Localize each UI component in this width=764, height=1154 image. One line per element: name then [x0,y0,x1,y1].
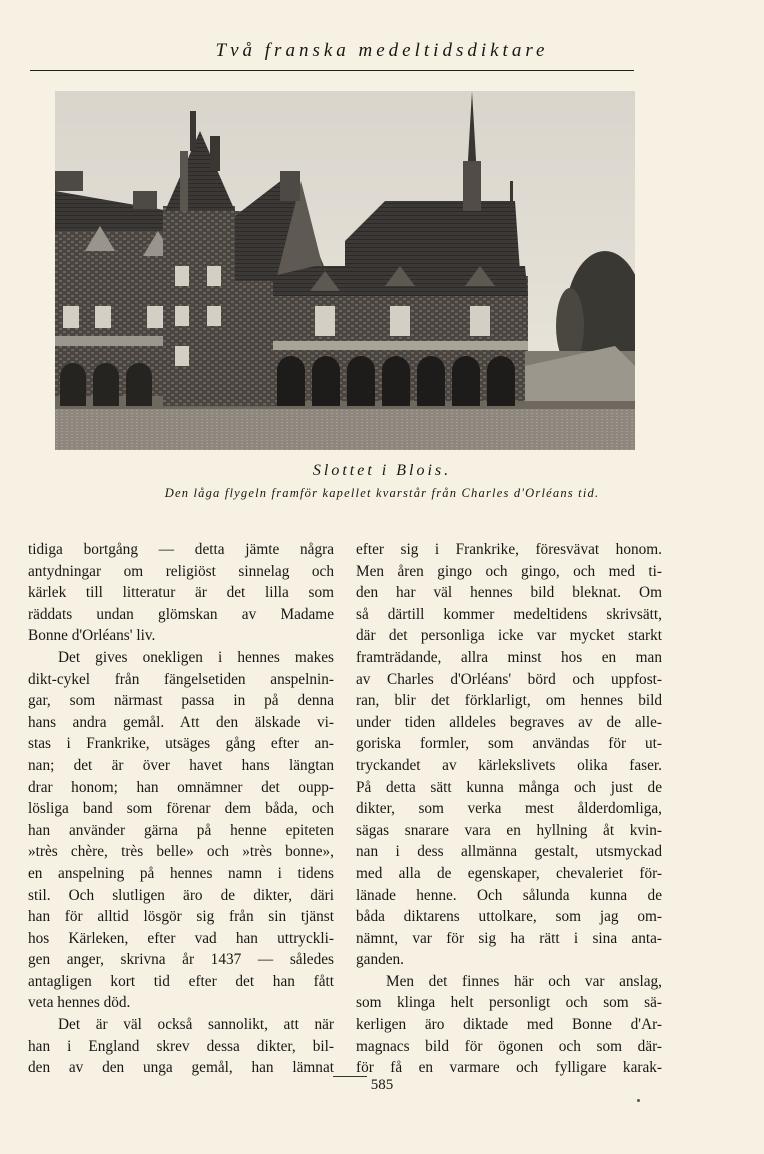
text-line: antydningar om religiöst sinnelag och [28,562,334,580]
text-line: hos Kärleken, efter vad han uttryckli- [28,929,334,947]
text-line: tryckandet av kärlekslivets olika faser. [356,756,662,774]
text-line: där det personliga icke var mycket starkt [356,627,662,645]
header-rule [30,70,634,71]
page-number: 585 [370,1077,394,1093]
text-line: veta hennes död. [28,994,131,1012]
text-line: han för alltid lösgör sig från sin tjänst [28,908,334,926]
text-line: gar, som närmast passa in på denna [28,692,334,710]
text-line: Bonne d'Orléans' liv. [28,627,156,645]
chateau-de-blois-image [55,91,635,450]
text-line: På detta sätt kunna många och just de [356,778,662,796]
text-line: nan i dess allmänna gestalt, utsmyckad [356,843,662,861]
text-line: gen anger, skrivna år 1437 — således [28,951,334,969]
running-head: Två franska medeltidsdiktare [215,40,549,61]
castle-photograph [55,91,635,450]
right-text-column [356,539,662,1079]
text-line: stas i Frankrike, utsäges gång efter an- [28,735,334,753]
text-line: kärlek till litteratur är det lilla som [28,584,334,602]
text-line: båda diktarens uttolkare, som jag om- [356,908,662,926]
text-line: lösliga band som förenar dem båda, och [28,800,334,818]
text-line: länade henne. Och sålunda kunna de [356,886,662,904]
text-line: av Charles d'Orléans' börd och uppfost- [356,670,662,688]
text-line: drar honom; han omnämner det oupp- [28,778,334,796]
text-line: dikter, som verka mest ålderdomliga, [356,800,662,818]
text-line: Men åren gingo och gingo, och med ti- [356,562,662,580]
text-line: hans andra gemål. Att den älskade vi- [28,713,334,731]
text-line: han använder gärna på henne epiteten [28,821,334,839]
text-line: Men det finnes här och var anslag, [386,972,662,990]
text-line: goriska formler, som användas för ut- [356,735,662,753]
text-line: en anspelning på hennes namn i tidens [28,864,334,882]
text-line: som klinga helt personligt och som sä- [356,994,662,1012]
text-line: kerligen äro diktade med Bonne d'Ar- [356,1016,662,1034]
figure-caption-text: Den låga flygeln framför kapellet kvarstår från Charles d'Orléans tid. [164,486,600,500]
text-line: sägas snarare vara en hyllning åt kvin- [356,821,662,839]
text-line: magnacs bild för ögonen och som där- [356,1037,662,1055]
text-line: Det gives onekligen i hennes makes [58,648,334,666]
text-line: tidiga bortgång — detta jämte några [28,541,334,558]
text-line: ganden. [356,951,404,969]
text-line: för få en varmare och fylligare karak- [356,1059,662,1077]
text-line: nan; det är över havet hans längtan [28,756,334,774]
text-line: nämnt, var för sig ha rätt i sina anta- [356,929,662,947]
text-line: »très chère, très belle» och »très bonne», [28,843,334,861]
ink-speck [637,1099,640,1102]
text-line: ran, blir det förklarligt, om hennes bild [356,692,662,710]
text-line: under tiden alldeles begraves av de alle- [356,713,662,731]
text-line: Det är väl också sannolikt, att när [58,1016,334,1034]
text-line: han i England skrev dessa dikter, bil- [28,1037,334,1055]
text-line: framträdande, allra minst hos en man [356,648,662,666]
text-line: den av den unga gemål, han lämnat [28,1059,334,1077]
figure-caption-title: Slottet i Blois. [312,462,452,479]
text-line: dikt-cykel från fängelsetiden anspelnin- [28,670,334,688]
text-line: stil. Och slutligen äro de dikter, däri [28,886,334,904]
text-line: antagligen kort tid efter det han fått [28,972,334,990]
left-text-column [28,539,334,1079]
text-line: med alla de egenskaper, chevaleriet för- [356,864,662,882]
text-line: den har väl hennes bild bleknat. Om [356,584,662,602]
text-line: räddats undan glömskan av Madame [28,605,334,623]
text-line: efter sig i Frankrike, föresvävat honom. [356,541,662,558]
text-line: så därtill kommer medeltidens skrivsätt, [356,605,662,623]
